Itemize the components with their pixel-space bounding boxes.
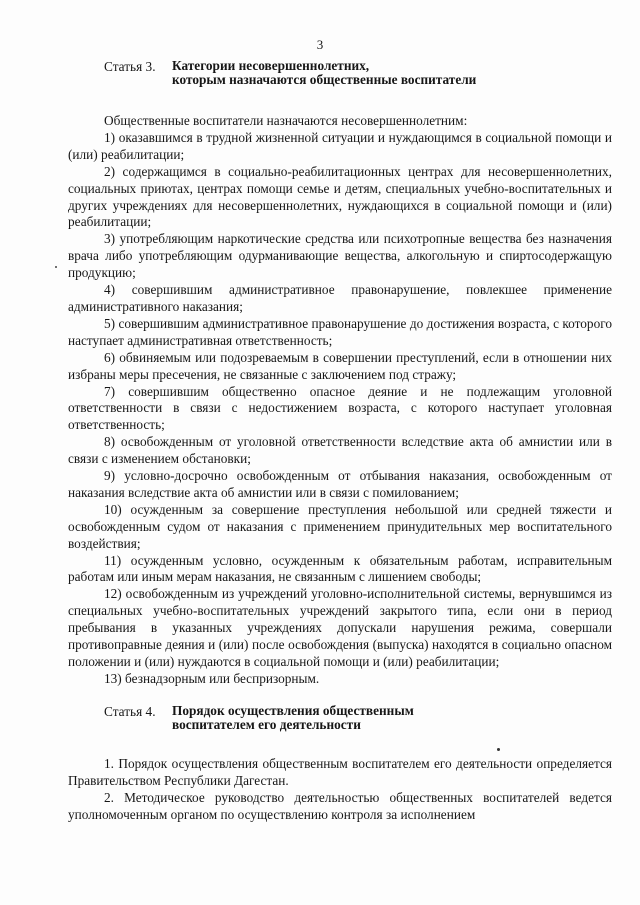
article-4-title — [172, 704, 414, 732]
list-item: 9) условно-досрочно освобожденным от отбывания наказания, освобожденным от наказания вследствие акта об амнистии или в связи с помилованием; — [68, 468, 612, 500]
article-3-title-line-2: которым назначаются общественные воспитатели — [172, 72, 477, 87]
page-number: 3 — [316, 37, 324, 52]
article-3-heading — [68, 59, 612, 87]
document-body — [68, 59, 612, 823]
list-item: 5) совершившим административное правонарушение до достижения возраста, с которого наступает административная ответственность; — [68, 315, 612, 348]
list-item: 7) совершившим общественно опасное деяние и не подлежащим уголовной ответственности в связи с недостижением возраста, с которого наступает уголовная ответственность; — [68, 383, 612, 433]
article-4-title-line-2: воспитателем его деятельности — [172, 716, 361, 732]
article-4-title-line-1: Порядок осуществления общественным — [172, 702, 414, 718]
list-item: 8) освобожденным от уголовной ответственности вследствие акта об амнистии или в связи с изменением обстановки; — [68, 434, 612, 467]
list-item: 3) употребляющим наркотические средства или психотропные вещества без назначения врача либо употребляющим одурманивающие вещества, алкогольную и спиртосодержащую продукцию; — [68, 231, 612, 281]
list-item: 10) осужденным за совершение преступления небольшой или средней тяжести и освобожденным судом от наказания с применением принудительных мер воспитательного воздействия; — [68, 501, 612, 551]
list-item: 4) совершившим административное правонарушение, повлекшее применение административного наказания; — [68, 282, 612, 314]
scan-speck — [55, 266, 57, 268]
list-item: 6) обвиняемым или подозреваемым в совершении преступлений, если в отношении них избраны меры пресечения, не связанные с заключением под стражу; — [68, 349, 612, 382]
article-3-intro: Общественные воспитатели назначаются несовершеннолетним: — [104, 113, 468, 128]
list-item: 11) осужденным условно, осужденным к обязательным работам, исправительным работам или иным мерам наказания, не связанным с лишением свободы; — [68, 552, 612, 585]
article-4-label: Статья 4. — [104, 703, 156, 719]
article-3-title — [172, 59, 476, 87]
paragraph: 1. Порядок осуществления общественным воспитателем его деятельности определяется Правительством Республики Дагестан. — [68, 755, 612, 788]
article-4-heading — [68, 704, 612, 732]
list-item: 1) оказавшимся в трудной жизненной ситуации и нуждающимся в социальной помощи и (или) реабилитации; — [68, 129, 612, 162]
article-4-body — [68, 756, 612, 824]
list-item: 2) содержащимся в социально-реабилитационных центрах для несовершеннолетних, социальных приютах, центрах помощи семье и детям, специальных учебно-воспитательных и других учреждениях для несовершеннолетних, нуждающихся в социальной помощи и (или) реабилитации; — [68, 163, 612, 230]
article-3-label: Статья 3. — [104, 59, 156, 74]
article-3-title-line-1: Категории несовершеннолетних, — [172, 58, 370, 73]
list-item: 12) освобожденным из учреждений уголовно-исполнительной системы, вернувшимся из специальных учебно-воспитательных учреждений закрытого типа, если они в период пребывания в указанных учреждениях допускали нарушения режима, совершали противоправные деяния и (или) после освобождения (выпуска) находятся в социально опасном положении и (или) нуждаются в социальной помощи и (или) реабилитации; — [68, 586, 612, 669]
list-item: 13) безнадзорным или беспризорным. — [104, 670, 320, 686]
paragraph: 2. Методическое руководство деятельностью общественных воспитателей ведется уполномоченным органом по осуществлению контроля за исполнением — [68, 789, 612, 822]
scan-speck — [497, 748, 500, 751]
